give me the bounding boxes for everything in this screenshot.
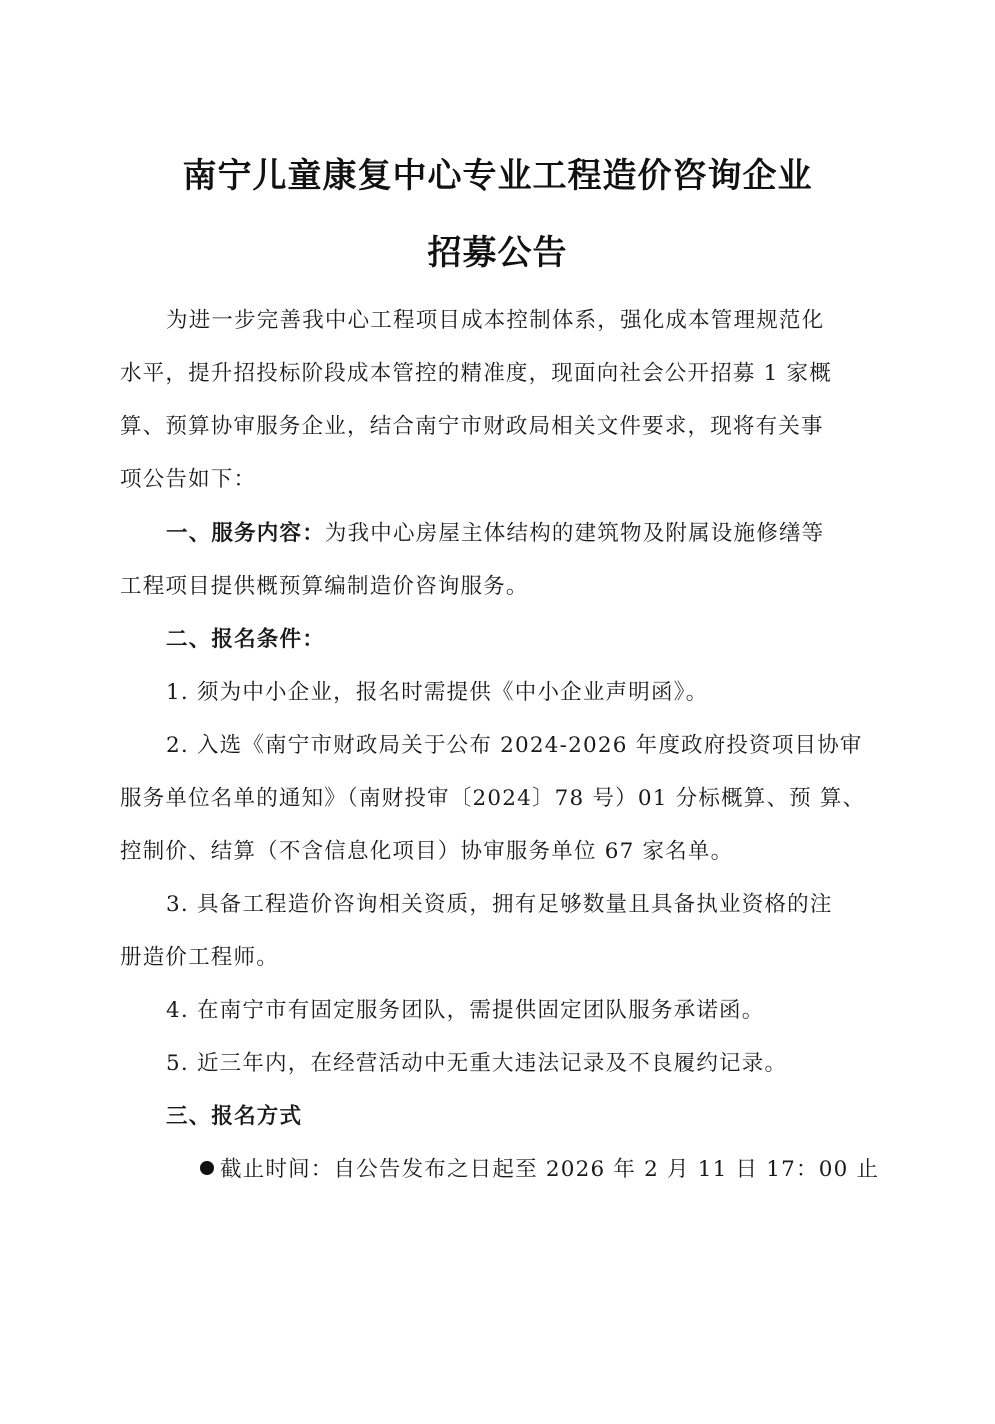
intro-line3: 算、预算协审服务企业，结合南宁市财政局相关文件要求，现将有关事: [120, 414, 824, 439]
section1-line1: [166, 516, 824, 547]
section2-item2-line2: 服务单位名单的通知》（南财投审〔2024〕78 号）01 分标概算、预 算、: [120, 786, 866, 811]
section2-item3-line2: 册造价工程师。: [120, 945, 279, 970]
document-title-line1: 南宁儿童康复中心专业工程造价咨询企业: [182, 156, 813, 196]
section2-heading: 二、报名条件：: [166, 627, 325, 652]
section3-heading: 三、报名方式: [166, 1104, 303, 1129]
intro-line4: 项公告如下：: [120, 467, 257, 492]
section1-heading: 一、服务内容：: [166, 521, 325, 546]
section2-item4: 4. 在南宁市有固定服务团队，需提供固定团队服务承诺函。: [166, 998, 765, 1023]
document-title-line2: 招募公告: [427, 233, 568, 273]
section3-deadline-row: [200, 1152, 879, 1183]
section2-item3-line1: 3. 具备工程造价咨询相关资质，拥有足够数量且具备执业资格的注: [166, 892, 833, 917]
section2-item2-line3: 控制价、结算（不含信息化项目）协审服务单位 67 家名单。: [120, 839, 734, 864]
section2-item1: 1. 须为中小企业，报名时需提供《中小企业声明函》。: [166, 680, 709, 705]
intro-line1: 为进一步完善我中心工程项目成本控制体系，强化成本管理规范化: [166, 308, 825, 333]
section2-item2-line1: 2. 入选《南宁市财政局关于公布 2024-2026 年度政府投资项目协审: [166, 733, 863, 758]
section1-line2: 工程项目提供概预算编制造价咨询服务。: [120, 574, 529, 599]
section3-deadline: 截止时间：自公告发布之日起至 2026 年 2 月 11 日 17：00 止: [220, 1157, 880, 1182]
bullet-icon: [200, 1161, 214, 1175]
intro-line2: 水平，提升招投标阶段成本管控的精准度，现面向社会公开招募 1 家概: [120, 361, 832, 386]
section1-text: 为我中心房屋主体结构的建筑物及附属设施修缮等: [324, 521, 825, 546]
section2-item5: 5. 近三年内，在经营活动中无重大违法记录及不良履约记录。: [166, 1051, 788, 1076]
